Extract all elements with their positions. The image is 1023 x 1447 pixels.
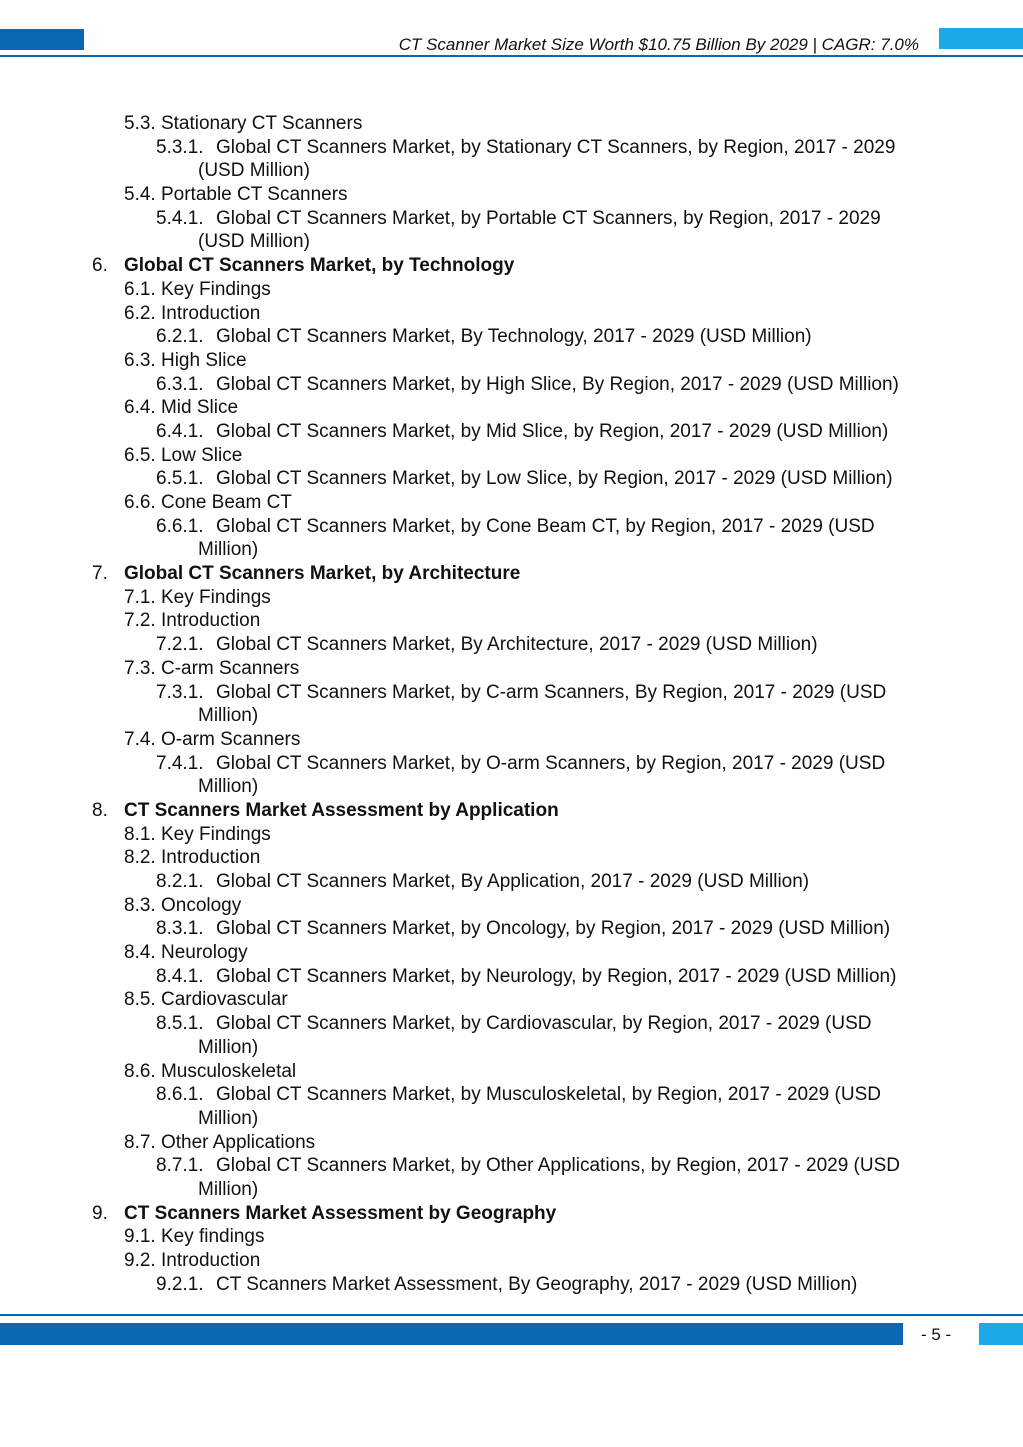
toc-entry-title: Global CT Scanners Market, by Oncology, by Region, 2017 - 2029 (USD Million) — [216, 918, 891, 940]
toc-entry-number: 8.2.1. — [156, 871, 204, 892]
toc-subsection — [0, 1273, 1023, 1297]
toc-entry-title: Global CT Scanners Market, by O-arm Scanners, by Region, 2017 - 2029 (USD — [216, 752, 886, 774]
toc-section — [0, 349, 1023, 373]
toc-entry-number: 9. — [92, 1202, 108, 1224]
toc-entry-number: 5.4.1. — [156, 207, 204, 229]
toc-entry-title: 7.3. C-arm Scanners — [124, 657, 300, 679]
toc-entry-title: 5.3. Stationary CT Scanners — [124, 113, 363, 134]
header-rule — [0, 55, 1023, 57]
toc-entry-number: 6.3.1. — [156, 373, 204, 395]
toc-entry-number: 8.4.1. — [156, 965, 204, 987]
toc-entry-title: 6.6. Cone Beam CT — [124, 492, 292, 513]
toc-subsection — [0, 681, 1023, 705]
toc-entry-title: 8.3. Oncology — [124, 894, 242, 916]
toc-subsection — [0, 325, 1023, 349]
toc-section — [0, 1225, 1023, 1249]
toc-continuation — [0, 1036, 1023, 1060]
toc-subsection — [0, 870, 1023, 894]
table-of-contents — [0, 112, 1023, 1296]
toc-continuation — [0, 775, 1023, 799]
toc-subsection — [0, 467, 1023, 491]
toc-section — [0, 988, 1023, 1012]
header-accent-block-right — [939, 28, 1023, 49]
toc-entry-title: Global CT Scanners Market, by Mid Slice, by Region, 2017 - 2029 (USD Million) — [216, 420, 889, 442]
toc-entry-title: 6.4. Mid Slice — [124, 397, 239, 419]
toc-entry-title: 6.2. Introduction — [124, 302, 261, 324]
toc-chapter — [0, 1202, 1023, 1226]
toc-entry-title: (USD Million) — [198, 231, 310, 253]
toc-section — [0, 728, 1023, 752]
toc-entry-title: CT Scanners Market Assessment by Geography — [124, 1202, 557, 1224]
footer-rule — [0, 1314, 1023, 1316]
toc-entry-title: Global CT Scanners Market, By Architecture, 2017 - 2029 (USD Million) — [216, 634, 818, 656]
toc-entry-title: Global CT Scanners Market, by Stationary CT Scanners, by Region, 2017 - 2029 — [216, 136, 896, 158]
toc-entry-title: 8.4. Neurology — [124, 942, 248, 964]
toc-section — [0, 894, 1023, 918]
toc-entry-title: Million) — [198, 1178, 259, 1200]
toc-subsection — [0, 965, 1023, 989]
toc-entry-number: 6.5.1. — [156, 468, 204, 490]
toc-entry-number: 8.6.1. — [156, 1084, 204, 1106]
toc-entry-title: Global CT Scanners Market, by Cardiovascular, by Region, 2017 - 2029 (USD — [216, 1013, 872, 1035]
toc-entry-title: Global CT Scanners Market, By Technology, 2017 - 2029 (USD Million) — [216, 326, 812, 348]
toc-entry-number: 7.3.1. — [156, 681, 204, 703]
toc-entry-title: 9.2. Introduction — [124, 1250, 261, 1271]
toc-entry-title: Global CT Scanners Market, by Architecture — [124, 563, 521, 585]
toc-entry-number: 6.2.1. — [156, 326, 204, 348]
toc-entry-title: 6.1. Key Findings — [124, 278, 271, 300]
toc-continuation — [0, 538, 1023, 562]
toc-entry-title: 8.1. Key Findings — [124, 823, 271, 845]
toc-entry-title: 6.5. Low Slice — [124, 444, 243, 466]
toc-subsection — [0, 633, 1023, 657]
toc-chapter — [0, 799, 1023, 823]
toc-subsection — [0, 515, 1023, 539]
toc-entry-title: Global CT Scanners Market, by C-arm Scanners, By Region, 2017 - 2029 (USD — [216, 681, 887, 703]
toc-entry-title: Million) — [198, 776, 259, 798]
toc-continuation — [0, 1178, 1023, 1202]
toc-entry-number: 8.5.1. — [156, 1013, 204, 1035]
toc-entry-title: CT Scanners Market Assessment by Application — [124, 799, 559, 821]
footer-bar — [0, 1323, 903, 1345]
toc-section — [0, 941, 1023, 965]
toc-entry-title: Global CT Scanners Market, By Application, 2017 - 2029 (USD Million) — [216, 871, 810, 892]
toc-section — [0, 302, 1023, 326]
toc-entry-title: Global CT Scanners Market, by Technology — [124, 255, 515, 277]
toc-section — [0, 396, 1023, 420]
toc-entry-number: 8. — [92, 799, 108, 821]
toc-section — [0, 112, 1023, 136]
toc-section — [0, 609, 1023, 633]
footer-accent-block-right — [979, 1323, 1023, 1345]
toc-entry-title: 8.2. Introduction — [124, 847, 261, 869]
toc-section — [0, 491, 1023, 515]
header-title: CT Scanner Market Size Worth $10.75 Billion By 2029 | CAGR: 7.0% — [398, 35, 919, 54]
toc-entry-title: 9.1. Key findings — [124, 1226, 265, 1248]
toc-section — [0, 846, 1023, 870]
toc-section — [0, 657, 1023, 681]
toc-entry-title: Global CT Scanners Market, by High Slice, By Region, 2017 - 2029 (USD Million) — [216, 373, 899, 395]
toc-subsection — [0, 1154, 1023, 1178]
toc-entry-number: 7.2.1. — [156, 634, 204, 656]
toc-entry-title: Global CT Scanners Market, by Portable CT Scanners, by Region, 2017 - 2029 — [216, 207, 881, 229]
toc-subsection — [0, 373, 1023, 397]
header-accent-block-left — [0, 29, 84, 50]
toc-subsection — [0, 207, 1023, 231]
toc-entry-title: Global CT Scanners Market, by Cone Beam CT, by Region, 2017 - 2029 (USD — [216, 515, 875, 537]
toc-section — [0, 1060, 1023, 1084]
toc-entry-title: 8.7. Other Applications — [124, 1131, 316, 1153]
toc-entry-number: 9.2.1. — [156, 1273, 204, 1295]
toc-section — [0, 183, 1023, 207]
toc-entry-title: Million) — [198, 1036, 259, 1058]
toc-subsection — [0, 420, 1023, 444]
toc-entry-number: 6.6.1. — [156, 515, 204, 537]
toc-chapter — [0, 562, 1023, 586]
toc-subsection — [0, 1083, 1023, 1107]
toc-section — [0, 1249, 1023, 1273]
toc-entry-title: (USD Million) — [198, 160, 310, 182]
toc-entry-title: 8.6. Musculoskeletal — [124, 1060, 297, 1082]
toc-entry-number: 7. — [92, 563, 108, 585]
toc-entry-title: Global CT Scanners Market, by Other Applications, by Region, 2017 - 2029 (USD — [216, 1155, 900, 1177]
toc-subsection — [0, 917, 1023, 941]
toc-entry-number: 7.4.1. — [156, 752, 204, 774]
page-number: - 5 - — [921, 1325, 952, 1344]
toc-section — [0, 1131, 1023, 1155]
toc-continuation — [0, 230, 1023, 254]
toc-subsection — [0, 136, 1023, 160]
toc-entry-title: Global CT Scanners Market, by Low Slice, by Region, 2017 - 2029 (USD Million) — [216, 468, 893, 490]
toc-continuation — [0, 159, 1023, 183]
toc-continuation — [0, 1107, 1023, 1131]
toc-continuation — [0, 704, 1023, 728]
toc-entry-number: 8.7.1. — [156, 1155, 204, 1177]
toc-section — [0, 823, 1023, 847]
toc-entry-number: 5.3.1. — [156, 136, 204, 158]
toc-entry-title: 7.2. Introduction — [124, 610, 261, 632]
toc-entry-title: 6.3. High Slice — [124, 349, 247, 371]
toc-entry-title: 5.4. Portable CT Scanners — [124, 184, 348, 206]
toc-entry-title: Million) — [198, 1107, 259, 1129]
toc-entry-title: 7.1. Key Findings — [124, 586, 271, 608]
toc-entry-number: 8.3.1. — [156, 918, 204, 940]
toc-section — [0, 278, 1023, 302]
toc-entry-title: 7.4. O-arm Scanners — [124, 728, 301, 750]
toc-section — [0, 444, 1023, 468]
toc-entry-title: Global CT Scanners Market, by Neurology, by Region, 2017 - 2029 (USD Million) — [216, 965, 897, 987]
toc-entry-number: 6.4.1. — [156, 420, 204, 442]
toc-entry-title: 8.5. Cardiovascular — [124, 989, 288, 1011]
toc-subsection — [0, 1012, 1023, 1036]
toc-entry-title: Million) — [198, 539, 259, 561]
toc-entry-title: CT Scanners Market Assessment, By Geography, 2017 - 2029 (USD Million) — [216, 1273, 858, 1295]
toc-chapter — [0, 254, 1023, 278]
toc-section — [0, 586, 1023, 610]
toc-entry-title: Million) — [198, 705, 259, 727]
toc-subsection — [0, 752, 1023, 776]
toc-entry-title: Global CT Scanners Market, by Musculoskeletal, by Region, 2017 - 2029 (USD — [216, 1084, 881, 1106]
toc-entry-number: 6. — [92, 255, 108, 277]
